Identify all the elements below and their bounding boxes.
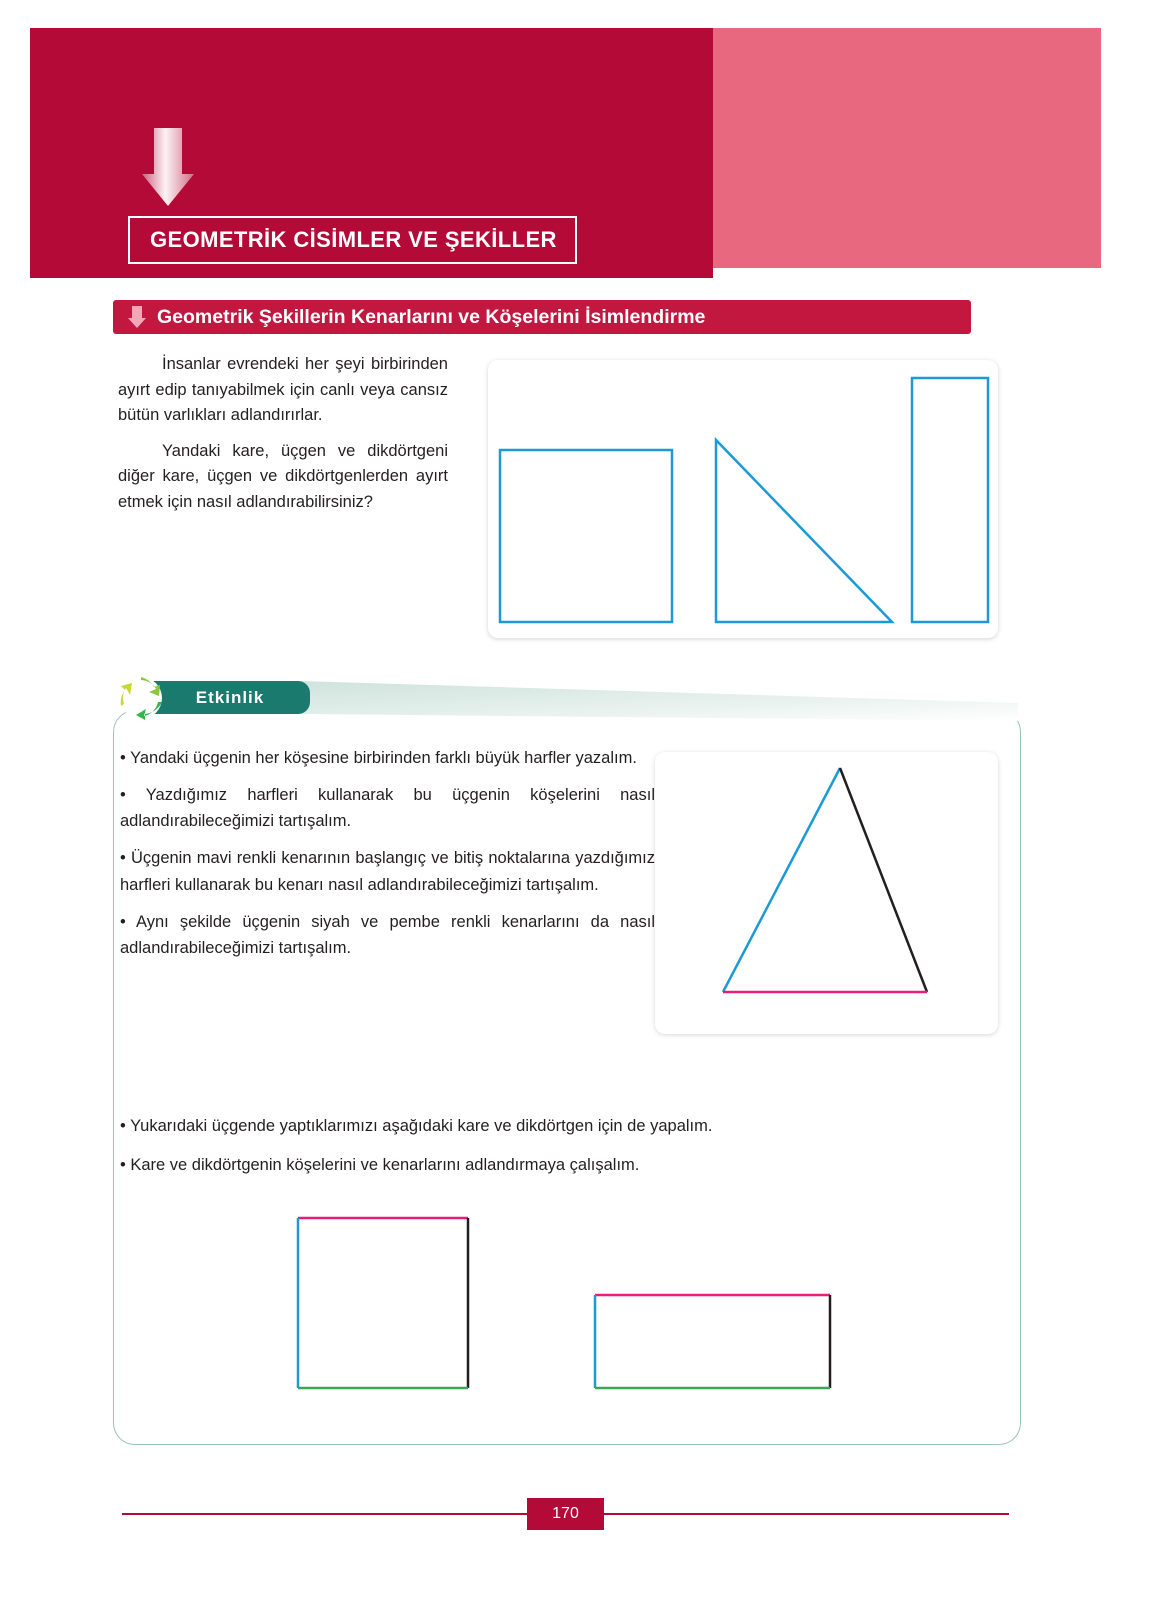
shape-square	[500, 450, 672, 622]
bottom-shapes-svg	[250, 1200, 870, 1420]
recycle-arrows-icon	[118, 675, 164, 721]
activity-wide-item-2: • Kare ve dikdörtgenin köşelerini ve kenarlarını adlandırmaya çalışalım.	[120, 1155, 640, 1174]
shape-rectangle	[912, 378, 988, 622]
activity-triangle-svg	[655, 752, 998, 1034]
activity-item-4: • Aynı şekilde üçgenin siyah ve pembe renkli kenarlarını da nasıl adlandırabileceğimizi tartışalım.	[120, 912, 655, 958]
intro-paragraph-2: Yandaki kare, üçgen ve dikdörtgeni diğer kare, üçgen ve dikdörtgenlerden ayırt etmek için nasıl adlandırabilirsiniz?	[118, 441, 448, 511]
activity-text-block	[120, 745, 655, 972]
section-title-bar	[113, 300, 971, 334]
activity-triangle-box	[655, 752, 998, 1034]
activity-ribbon	[150, 681, 310, 714]
chapter-title-box	[128, 216, 577, 264]
activity-item-1: • Yandaki üçgenin her köşesine birbirinden farklı büyük harfler yazalım.	[120, 749, 637, 767]
activity-item-3: • Üçgenin mavi renkli kenarının başlangıç ve bitiş noktalarına yazdığımız harfleri kullanarak bu kenarı nasıl adlandırabileceğimizi tartışalım.	[120, 849, 655, 894]
activity-wide-text-block	[120, 1113, 1008, 1190]
triangle-black-side	[840, 768, 927, 992]
intro-shapes-svg	[488, 360, 998, 638]
intro-paragraph-1: İnsanlar evrendeki her şeyi birbirinden ayırt edip tanıyabilmek için canlı veya cansız bütün varlıkları adlandırırlar.	[118, 355, 448, 425]
down-arrow-small-icon	[127, 306, 147, 328]
activity-ribbon-tail	[300, 681, 1018, 721]
chapter-title: GEOMETRİK CİSİMLER VE ŞEKİLLER	[150, 227, 557, 252]
activity-label: Etkinlik	[195, 687, 265, 707]
triangle-blue-side	[723, 768, 840, 992]
page-number: 170	[527, 1498, 604, 1530]
down-arrow-icon	[140, 128, 196, 206]
footer-rule-right	[604, 1513, 1009, 1515]
shape-right-triangle	[716, 440, 892, 622]
activity-wide-item-1: • Yukarıdaki üçgende yaptıklarımızı aşağıdaki kare ve dikdörtgen için de yapalım.	[120, 1117, 713, 1135]
activity-bottom-shapes	[250, 1200, 870, 1420]
footer-rule-left	[122, 1513, 527, 1515]
section-title: Geometrik Şekillerin Kenarlarını ve Köşelerini İsimlendirme	[157, 305, 706, 328]
activity-item-2: • Yazdığımız harfleri kullanarak bu üçgenin köşelerini nasıl adlandırabileceğimizi tartışalım.	[120, 785, 655, 831]
intro-text-block	[118, 352, 448, 525]
intro-figure-box	[488, 360, 998, 638]
banner-pink-block	[713, 28, 1101, 268]
